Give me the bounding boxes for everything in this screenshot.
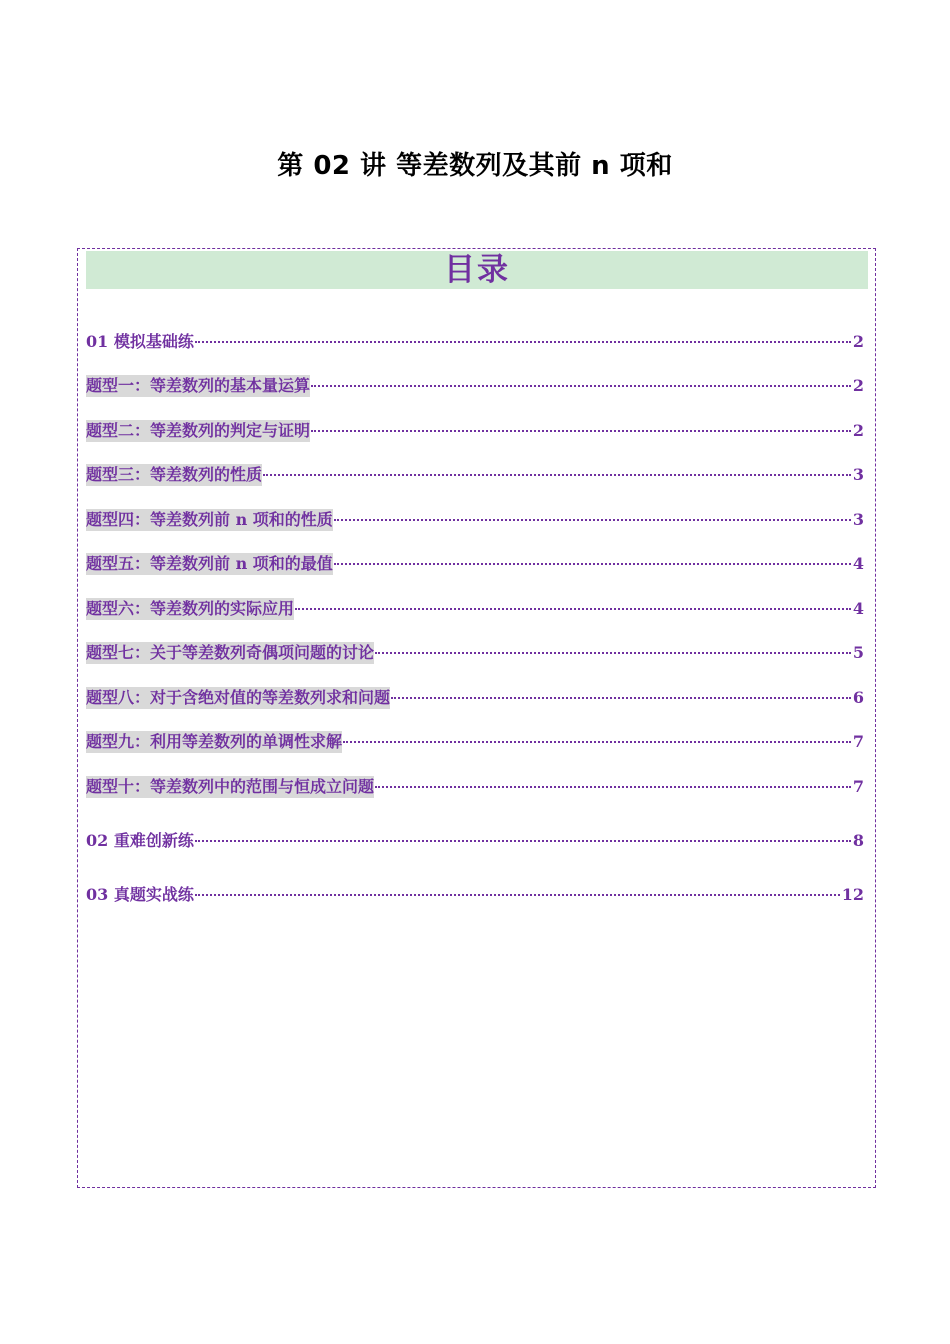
toc-page-number: 5 (852, 643, 864, 662)
toc-page-number: 3 (852, 510, 864, 529)
toc-leader-dots (295, 608, 851, 610)
toc-entry-type-10[interactable] (86, 776, 864, 798)
toc-page-number: 7 (852, 777, 864, 796)
toc-entry-section-03[interactable] (86, 884, 864, 906)
toc-entry-type-1[interactable] (86, 375, 864, 397)
page-title: 第 02 讲 等差数列及其前 n 项和 (277, 151, 673, 181)
toc-entry-section-02[interactable] (86, 830, 864, 852)
toc-entry-label: 01 模拟基础练 (86, 332, 194, 351)
toc-entry-type-5[interactable] (86, 553, 864, 575)
toc-entry-label: 02 重难创新练 (86, 831, 194, 850)
toc-entry-type-7[interactable] (86, 642, 864, 664)
toc-page-number: 2 (852, 332, 864, 351)
toc-entry-type-3[interactable] (86, 464, 864, 486)
toc-entry-label: 题型三：等差数列的性质 (86, 465, 263, 484)
toc-leader-dots (311, 430, 851, 432)
toc-leader-dots (263, 474, 851, 476)
toc-heading: 目录 (86, 251, 868, 289)
toc-page-number: 3 (852, 465, 864, 484)
toc-entry-label: 题型九：利用等差数列的单调性求解 (86, 732, 343, 751)
toc-page-number: 4 (852, 599, 864, 618)
toc-leader-dots (334, 519, 851, 521)
toc-entry-section-01[interactable] (86, 331, 864, 353)
toc-entry-type-8[interactable] (86, 687, 864, 709)
toc-leader-dots (195, 894, 840, 896)
toc-entry-label: 题型二：等差数列的判定与证明 (86, 421, 311, 440)
toc-entry-label: 03 真题实战练 (86, 885, 194, 904)
toc-entry-label: 题型八：对于含绝对值的等差数列求和问题 (86, 688, 391, 707)
toc-page-number: 2 (852, 376, 864, 395)
toc-leader-dots (375, 786, 851, 788)
toc-page-number: 6 (852, 688, 864, 707)
toc-leader-dots (311, 385, 851, 387)
toc-page-number: 7 (852, 732, 864, 751)
toc-entry-label: 题型十：等差数列中的范围与恒成立问题 (86, 777, 375, 796)
toc-entry-label: 题型四：等差数列前 n 项和的性质 (86, 510, 333, 529)
table-of-contents (77, 248, 876, 1188)
toc-entry-type-6[interactable] (86, 598, 864, 620)
toc-leader-dots (195, 341, 851, 343)
toc-leader-dots (334, 563, 851, 565)
toc-entry-type-4[interactable] (86, 509, 864, 531)
toc-leader-dots (195, 840, 851, 842)
toc-page-number: 12 (841, 885, 864, 904)
toc-leader-dots (375, 652, 851, 654)
toc-page-number: 2 (852, 421, 864, 440)
toc-page-number: 4 (852, 554, 864, 573)
toc-entry-label: 题型五：等差数列前 n 项和的最值 (86, 554, 333, 573)
toc-entry-label: 题型七：关于等差数列奇偶项问题的讨论 (86, 643, 375, 662)
toc-leader-dots (391, 697, 851, 699)
toc-entry-type-9[interactable] (86, 731, 864, 753)
toc-entry-type-2[interactable] (86, 420, 864, 442)
toc-entry-label: 题型六：等差数列的实际应用 (86, 599, 295, 618)
toc-leader-dots (343, 741, 851, 743)
toc-page-number: 8 (852, 831, 864, 850)
toc-entry-label: 题型一：等差数列的基本量运算 (86, 376, 311, 395)
